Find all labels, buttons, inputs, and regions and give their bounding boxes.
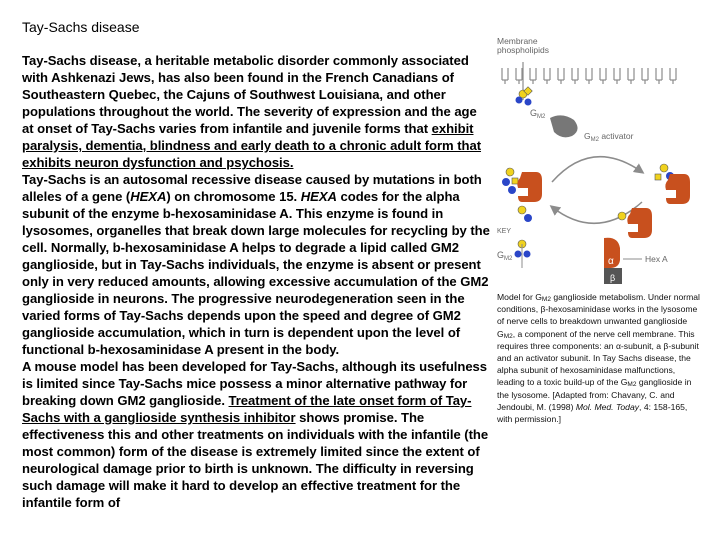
key-gm2-icon: [515, 240, 531, 268]
hexa-complex-right: [655, 164, 690, 204]
treatment-link[interactable]: Treatment of the late onset form of Tay-Sachs with a ganglioside synthesis inhibitor: [22, 393, 472, 425]
membrane-phospholipids: [502, 68, 676, 84]
paragraph-3-text-a: A mouse model has been developed for Tay-Sachs, although its usefulness is limited since Tay-Sachs mice possess a minor alternative pathway for breaking down GM2 ganglioside.: [22, 359, 488, 408]
paragraph-3-text-b: shows promise. The effectiveness this and other treatments on individuals with the infantile (the most common) form of the disease is extremely limited since the extent of neurological damage prior to birth is unknown. The difficulty in reversing such damage will make it hard to develop an effective treatment for the infantile form of: [22, 410, 489, 510]
hexa-complex-left: [502, 168, 542, 202]
gm2-label: $G_{M2}$: [530, 108, 546, 120]
key-hexa-label: Hex A: [645, 254, 668, 264]
key-alpha: α: [608, 256, 614, 267]
gm2-activator-icon: [550, 115, 578, 137]
cycle-arrow: [552, 157, 642, 182]
paragraph-2-text-b: ) on chromosome 15.: [166, 189, 301, 204]
membrane-label: Membrane: [497, 36, 538, 46]
paragraph-2: [22, 171, 490, 358]
symptoms-link[interactable]: exhibit paralysis, dementia, blindness and early death to a chronic adult form that exhibits neuron dysfunction and psychosis.: [22, 121, 482, 170]
paragraph-3: [22, 358, 490, 511]
key-gm2-label: $G_{M2}$: [497, 250, 513, 262]
key-beta: β: [610, 273, 616, 283]
page-title: Tay-Sachs disease: [22, 19, 140, 35]
gm2-metabolism-figure: [492, 32, 702, 292]
hexa-complex-bottom: [618, 208, 652, 238]
paragraph-1-text: Tay-Sachs disease, a heritable metabolic disorder commonly associated with Ashkenazi Jews, has also been found in the French Canadians of Southeastern Quebec, the Cajuns of Southwest Louisiana, and other populations throughout the world. The severity of expression and the age at onset of Tay-Sachs varies from infantile and juvenile forms that: [22, 53, 477, 136]
key-label: KEY: [497, 228, 512, 235]
paragraph-2-text-a: Tay-Sachs is an autosomal recessive disease caused by mutations in both alleles of a gene (: [22, 172, 482, 204]
figure-caption: Model for $G_{M2}$ ganglioside metabolism. Under normal conditions, β-hexosaminidase works in the lysosome of nerve cells to breakdown unwanted ganglioside $G_{M2}$, a component of the nerve cell membrane. This requires three components: an α-subunit, a β-subunit and an activator subunit. In Tay Sachs disease, the alpha subunit of hexosaminidase malfunctions, leading to a toxic build-up of the $G_{M2}$ ganglioside in the lysosome. [Adapted from: Chavany, C. and Jendoubi, M. (1998) Mol. Med. Today, 4: 158-165, with permission.]: [497, 292, 700, 425]
gene-name: HEXA: [130, 189, 167, 204]
activator-label: $G_{M2}$ activator: [584, 131, 634, 143]
article-body: [22, 52, 490, 511]
gene-name: HEXA: [300, 189, 337, 204]
paragraph-2-text-c: codes for the alpha subunit of the enzyme b-hexosaminidase A. This enzyme is found in lysosomes, organelles that break down large molecules for recycling by the cell. Normally, b-hexosaminidase A helps to degrade a lipid called GM2 ganglioside, but in Tay-Sachs individuals, the enzyme is absent or present only in very reduced amounts, allowing excessive accumulation of the GM2 ganglioside in neurons. The progressive neurodegeneration seen in the varied forms of Tay-Sachs depends upon the speed and degree of GM2 ganglioside accumulation, which in turn is dependent upon the level of functional b-hexosaminidase A present in the body.: [22, 189, 490, 357]
paragraph-1: [22, 52, 490, 171]
gm2-fragment: [518, 206, 532, 222]
membrane-label-2: phospholipids: [497, 45, 549, 55]
